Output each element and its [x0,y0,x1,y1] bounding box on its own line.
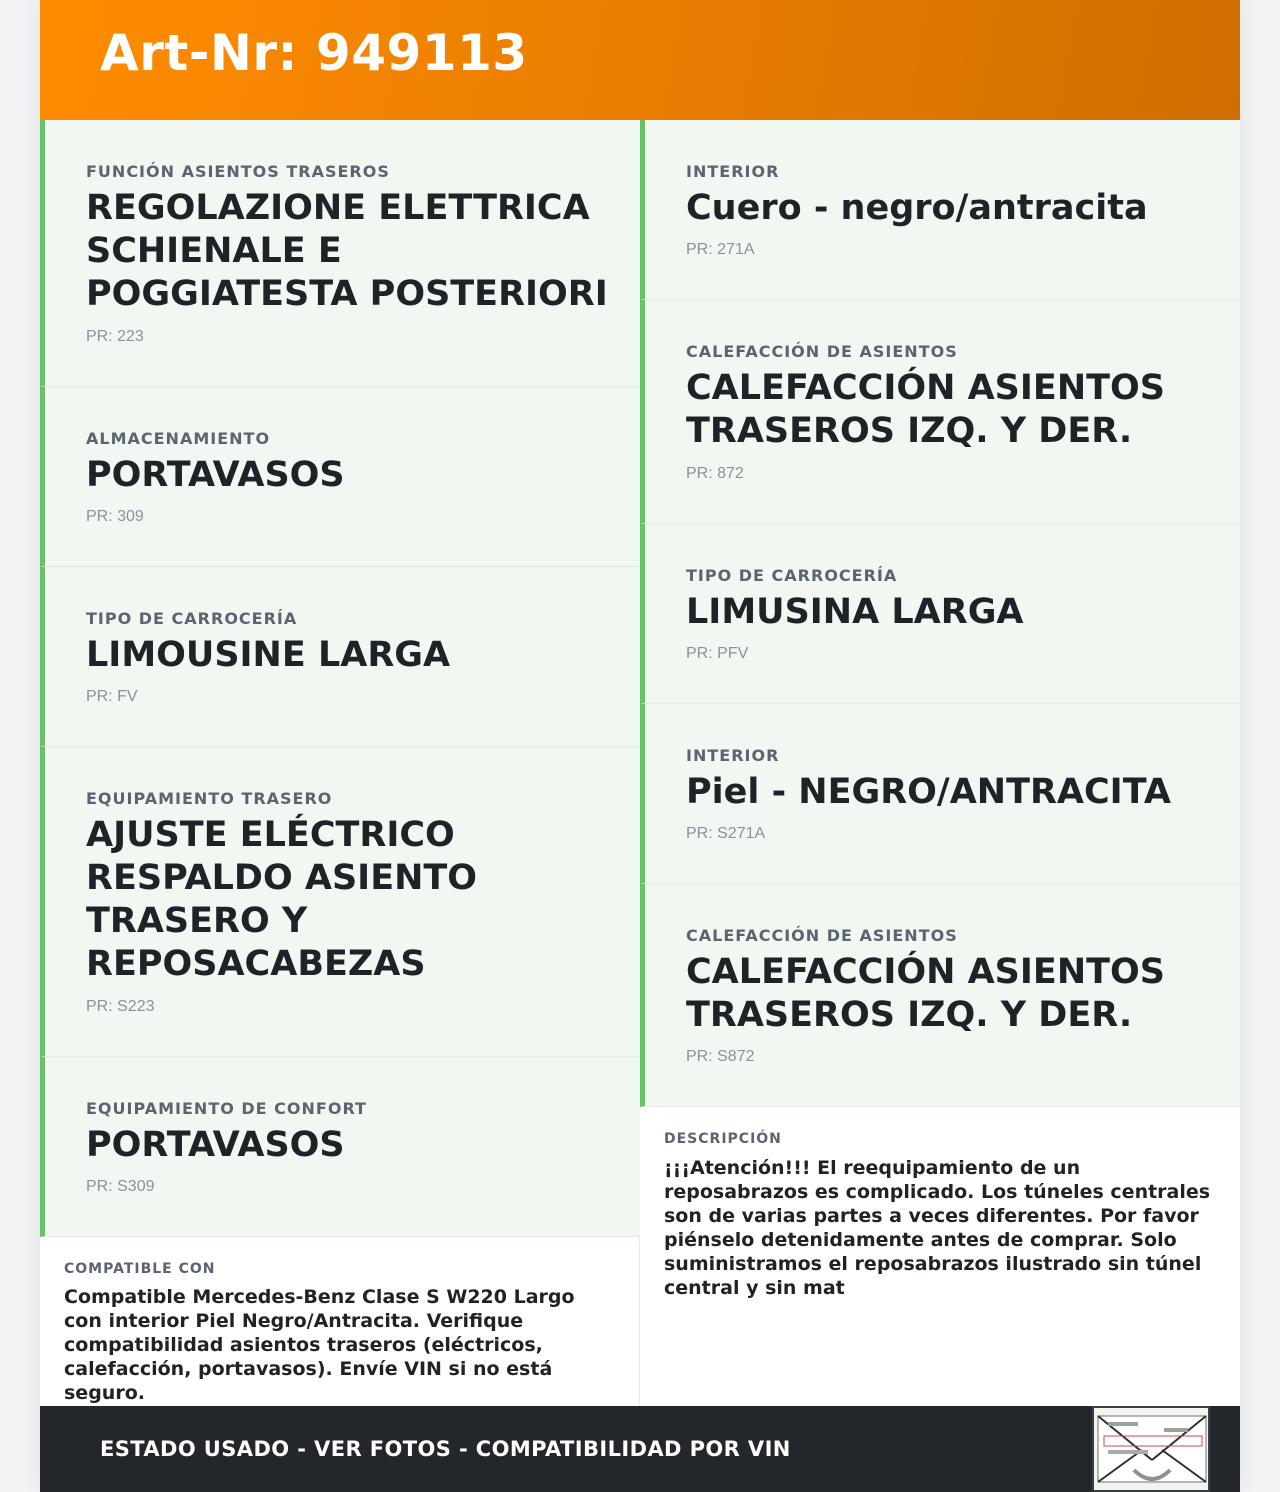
feature-label: TIPO DE CARROCERÍA [86,609,298,628]
feature-value: AJUSTE ELÉCTRICO RESPALDO ASIENTO TRASERO Y REPOSACABEZAS [86,815,478,984]
compatibility-label: COMPATIBLE CON [64,1261,216,1277]
feature-label: CALEFACCIÓN DE ASIENTOS [686,342,958,361]
description-label: DESCRIPCIÓN [664,1131,782,1147]
compatibility-box [40,1237,640,1406]
feature-value: LIMUSINA LARGA [686,592,1024,632]
feature-card [40,747,640,1057]
feature-value: Piel - NEGRO/ANTRACITA [686,772,1171,812]
feature-label: INTERIOR [686,162,780,181]
footer-status-text: ESTADO USADO - VER FOTOS - COMPATIBILIDAD POR VIN [100,1437,791,1461]
feature-code: PR: S271A [686,825,766,842]
feature-card [640,704,1240,884]
feature-label: CALEFACCIÓN DE ASIENTOS [686,926,958,945]
feature-value: PORTAVASOS [86,455,345,495]
feature-value: LIMOUSINE LARGA [86,635,451,675]
feature-label: EQUIPAMIENTO DE CONFORT [86,1099,367,1118]
feature-value: REGOLAZIONE ELETTRICA SCHIENALE E POGGIATESTA POSTERIORI [86,188,608,314]
description-text: ¡¡¡Atención!!! El reequipamiento de un reposabrazos es complicado. Los túneles centrales son de varias partes a veces diferentes. Por favor piénselo detenidamente antes de comprar. Solo suministramos el reposabrazos ilustrado sin túnel central y sin mat [664,1157,1211,1299]
feature-card [40,1057,640,1237]
product-card [40,0,1240,1492]
feature-code: PR: PFV [686,645,749,662]
feature-label: INTERIOR [686,746,780,765]
feature-code: PR: S872 [686,1048,755,1065]
feature-code: PR: 223 [86,328,144,345]
compatibility-text: Compatible Mercedes-Benz Clase S W220 Largo con interior Piel Negro/Antracita. Verifique compatibilidad asientos traseros (eléctricos, calefacción, portavasos). Envíe VIN si no está seguro. [64,1286,575,1404]
feature-card [640,120,1240,300]
feature-code: PR: FV [86,688,138,705]
feature-code: PR: S223 [86,998,155,1015]
footer-bar [40,1406,1240,1492]
feature-value: Cuero - negro/antracita [686,188,1148,228]
feature-label: FUNCIÓN ASIENTOS TRASEROS [86,162,390,181]
feature-card [40,567,640,747]
feature-card [640,884,1240,1107]
feature-card [40,120,640,387]
feature-label: ALMACENAMIENTO [86,429,271,448]
feature-label: TIPO DE CARROCERÍA [686,566,898,585]
feature-card [640,524,1240,704]
feature-code: PR: 872 [686,465,744,482]
feature-code: PR: S309 [86,1178,155,1195]
feature-value: CALEFACCIÓN ASIENTOS TRASEROS IZQ. Y DER. [686,952,1165,1035]
feature-label: EQUIPAMIENTO TRASERO [86,789,333,808]
header-bar [40,0,1240,120]
envelope-label-icon[interactable] [1092,1406,1210,1492]
feature-code: PR: 271A [686,241,755,258]
feature-card [40,387,640,567]
feature-value: PORTAVASOS [86,1125,345,1165]
feature-value: CALEFACCIÓN ASIENTOS TRASEROS IZQ. Y DER. [686,368,1165,451]
article-number-title: Art-Nr: 949113 [100,24,528,82]
feature-code: PR: 309 [86,508,144,525]
description-box [640,1107,1240,1406]
feature-card [640,300,1240,524]
